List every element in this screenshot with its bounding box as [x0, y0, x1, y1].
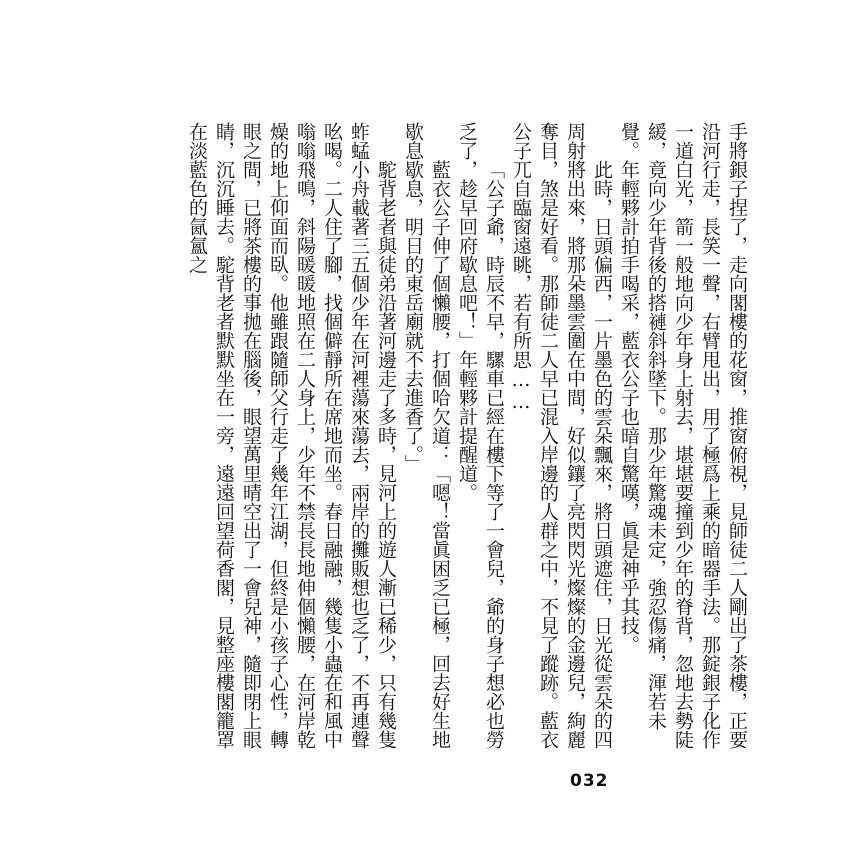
paragraph: 駝背老者與徒弟沿著河邊走了多時，見河上的遊人漸已稀少，只有幾隻蚱蜢小舟載著三五個少年在河裡蕩來蕩去，兩岸的攤販想也乏了，不再連聲吆喝。二人住了腳，找個僻靜所在席地而坐。春日融融，幾隻小蟲在和風中嗡嗡飛鳴，斜陽暖暖地照在二人身上，少年不禁長長地伸個懶腰，在河岸乾燥的地上仰面而臥。他雖跟隨師父行走了幾年江湖，但終是小孩子心性，轉眼之間，已將茶樓的事拋在腦後，眼望萬里晴空出了一會兒神，隨即閉上眼睛，沉沉睡去。駝背老者默默坐在一旁，遠遠回望荷香閣，見整座樓閣籠罩在淡藍色的氤氳之 [186, 122, 397, 749]
paragraph: 此時，日頭偏西，一片墨色的雲朵飄來，將日頭遮住，日光從雲朵的四周射將出來，將那朵墨雲圍在中間，好似鑲了亮閃閃光燦燦的金邊兒，絢麗奪目，煞是好看。那師徒二人早已混入岸邊的人群之中，不見了蹤跡。藍衣公子兀自臨窗遠眺，若有所思…… [510, 122, 613, 749]
paragraph: 手將銀子捏了，走向閣樓的花窗，推窗俯視，見師徒二人剛出了茶樓，正要沿河行走，長笑一聲，右臂甩出，用了極爲上乘的暗器手法。那錠銀子化作一道白光，箭一般地向少年身上射去，堪堪要撞到少年的脊背，忽地去勢陡緩，竟向少年背後的搭褳斜斜墜下。那少年驚魂未定，強忍傷痛，渾若未覺。年輕夥計拍手喝采，藍衣公子也暗自驚嘆，眞是神乎其技。 [618, 122, 748, 749]
paragraph: 「公子爺，時辰不早，騾車已經在樓下等了一會兒，爺的身子想必也勞乏了，趁早回府歇息吧！」年輕夥計提醒道。 [456, 122, 505, 749]
page-number: 032 [570, 771, 609, 791]
paragraph: 藍衣公子伸了個懶腰，打個哈欠道：「嗯！當眞困乏已極，回去好生地歇息歇息，明日的東岳廟就不去進香了。」 [402, 122, 451, 749]
vertical-text-block [156, 122, 750, 762]
